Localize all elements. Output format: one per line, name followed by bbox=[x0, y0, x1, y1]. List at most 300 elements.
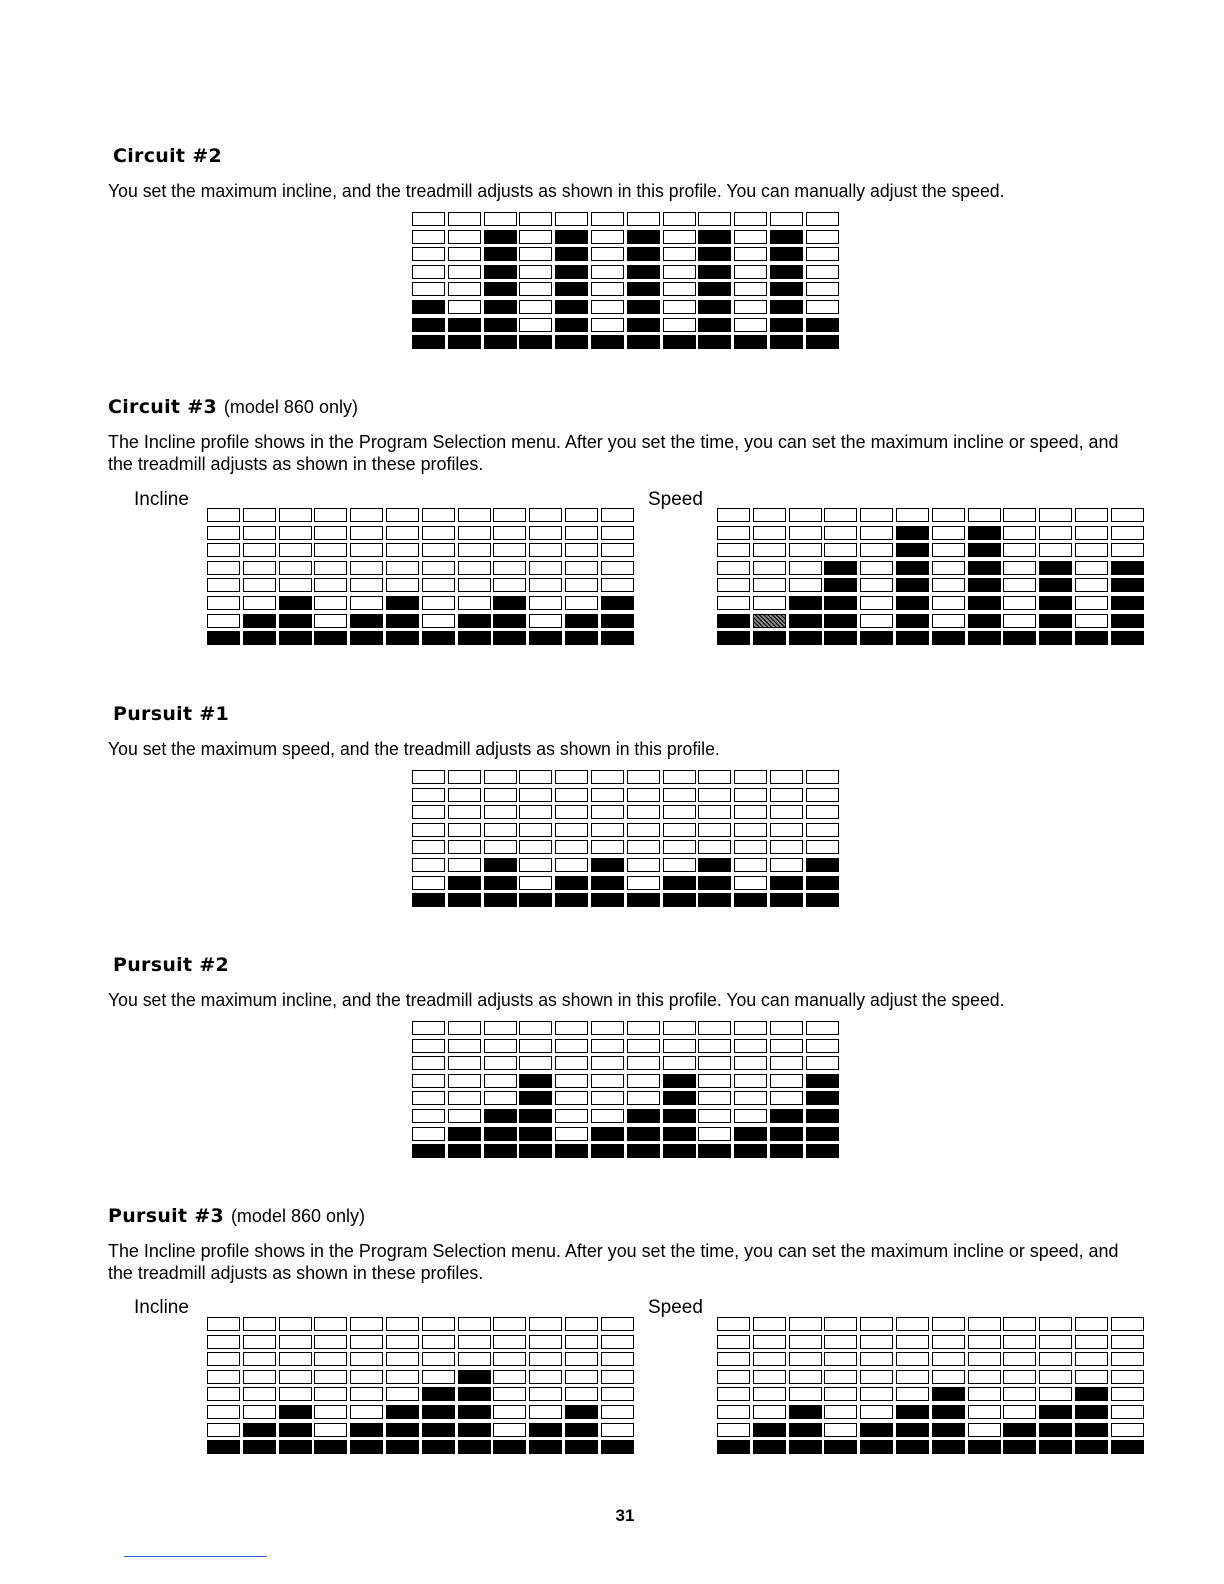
profile-segment bbox=[529, 631, 562, 645]
profile-segment bbox=[555, 1144, 588, 1158]
profile-segment bbox=[824, 543, 857, 557]
profile-segment bbox=[279, 561, 312, 575]
profile-segment bbox=[484, 858, 517, 872]
profile-segment bbox=[860, 526, 893, 540]
profile-segment bbox=[207, 1317, 240, 1331]
profile-segment bbox=[806, 1127, 839, 1141]
profile-segment bbox=[698, 1039, 731, 1053]
pursuit2-title: Pursuit #2 bbox=[113, 954, 230, 976]
profile-segment bbox=[529, 1405, 562, 1419]
profile-segment bbox=[591, 893, 624, 907]
profile-segment bbox=[412, 318, 445, 332]
profile-segment bbox=[968, 1387, 1001, 1401]
profile-segment bbox=[770, 1127, 803, 1141]
profile-segment bbox=[717, 1423, 750, 1437]
profile-segment bbox=[1111, 526, 1144, 540]
profile-segment bbox=[734, 1039, 767, 1053]
profile-segment bbox=[422, 508, 455, 522]
profile-segment bbox=[806, 282, 839, 296]
pursuit3-text: The Incline profile shows in the Program Selection menu. After you set the time, you can set the maximum incline or speed, and the treadmill adjusts as shown in these profiles. bbox=[108, 1241, 1119, 1283]
profile-segment bbox=[860, 596, 893, 610]
profile-segment bbox=[591, 788, 624, 802]
profile-segment bbox=[555, 840, 588, 854]
profile-segment bbox=[350, 1352, 383, 1366]
profile-segment bbox=[824, 1335, 857, 1349]
profile-segment bbox=[1075, 596, 1108, 610]
profile-segment bbox=[770, 805, 803, 819]
profile-segment bbox=[601, 578, 634, 592]
profile-segment bbox=[555, 770, 588, 784]
profile-segment bbox=[770, 230, 803, 244]
profile-segment bbox=[753, 1405, 786, 1419]
profile-segment bbox=[555, 1056, 588, 1070]
profile-segment bbox=[314, 526, 347, 540]
profile-segment bbox=[207, 614, 240, 628]
profile-segment bbox=[591, 1127, 624, 1141]
profile-segment bbox=[484, 1021, 517, 1035]
profile-segment bbox=[529, 1440, 562, 1454]
profile-segment bbox=[279, 1317, 312, 1331]
profile-segment bbox=[663, 247, 696, 261]
profile-segment bbox=[968, 561, 1001, 575]
profile-segment bbox=[1003, 596, 1036, 610]
profile-segment bbox=[519, 1039, 552, 1053]
profile-segment bbox=[1075, 526, 1108, 540]
profile-segment bbox=[412, 212, 445, 226]
profile-segment bbox=[896, 1335, 929, 1349]
profile-segment bbox=[770, 265, 803, 279]
profile-segment bbox=[698, 1109, 731, 1123]
profile-segment bbox=[717, 1335, 750, 1349]
profile-segment bbox=[601, 508, 634, 522]
profile-segment bbox=[555, 1021, 588, 1035]
profile-segment bbox=[627, 858, 660, 872]
profile-segment bbox=[1003, 561, 1036, 575]
profile-segment bbox=[314, 1335, 347, 1349]
profile-segment bbox=[1111, 614, 1144, 628]
profile-segment bbox=[529, 1387, 562, 1401]
profile-segment bbox=[458, 578, 491, 592]
profile-segment bbox=[601, 543, 634, 557]
profile-segment bbox=[806, 300, 839, 314]
profile-segment bbox=[1039, 561, 1072, 575]
profile-segment bbox=[448, 893, 481, 907]
profile-segment bbox=[1075, 1317, 1108, 1331]
profile-segment bbox=[243, 1370, 276, 1384]
profile-segment bbox=[968, 1405, 1001, 1419]
profile-segment bbox=[860, 631, 893, 645]
circuit3-incline-label: Incline bbox=[134, 489, 189, 510]
profile-segment bbox=[243, 578, 276, 592]
profile-segment bbox=[806, 770, 839, 784]
profile-segment bbox=[279, 1370, 312, 1384]
profile-segment bbox=[1003, 1352, 1036, 1366]
profile-segment bbox=[279, 1423, 312, 1437]
profile-segment bbox=[448, 1056, 481, 1070]
profile-segment bbox=[207, 508, 240, 522]
profile-segment bbox=[896, 543, 929, 557]
profile-segment bbox=[734, 1144, 767, 1158]
profile-segment bbox=[519, 805, 552, 819]
profile-segment bbox=[448, 840, 481, 854]
profile-segment bbox=[458, 1405, 491, 1419]
profile-segment bbox=[591, 230, 624, 244]
profile-segment bbox=[279, 1440, 312, 1454]
profile-segment bbox=[350, 526, 383, 540]
profile-segment bbox=[448, 212, 481, 226]
profile-segment bbox=[422, 1387, 455, 1401]
profile-segment bbox=[386, 561, 419, 575]
profile-segment bbox=[314, 1370, 347, 1384]
profile-segment bbox=[529, 508, 562, 522]
profile-segment bbox=[493, 1405, 526, 1419]
profile-segment bbox=[519, 1021, 552, 1035]
profile-segment bbox=[279, 526, 312, 540]
profile-segment bbox=[1111, 1405, 1144, 1419]
profile-segment bbox=[519, 1091, 552, 1105]
pursuit3-note: (model 860 only) bbox=[230, 1206, 366, 1226]
profile-segment bbox=[565, 543, 598, 557]
profile-segment bbox=[824, 1405, 857, 1419]
profile-segment bbox=[591, 1039, 624, 1053]
profile-segment bbox=[663, 1021, 696, 1035]
profile-segment bbox=[484, 335, 517, 349]
profile-segment bbox=[350, 1370, 383, 1384]
profile-segment bbox=[734, 893, 767, 907]
profile-segment bbox=[484, 840, 517, 854]
profile-segment bbox=[806, 1056, 839, 1070]
profile-segment bbox=[591, 318, 624, 332]
profile-segment bbox=[591, 335, 624, 349]
profile-segment bbox=[350, 1335, 383, 1349]
profile-segment bbox=[627, 1021, 660, 1035]
profile-segment bbox=[806, 1021, 839, 1035]
profile-segment bbox=[412, 300, 445, 314]
profile-segment bbox=[932, 1352, 965, 1366]
profile-segment bbox=[412, 770, 445, 784]
profile-segment bbox=[1111, 1423, 1144, 1437]
profile-segment bbox=[806, 265, 839, 279]
profile-segment bbox=[279, 1405, 312, 1419]
profile-segment bbox=[1039, 596, 1072, 610]
profile-segment bbox=[448, 300, 481, 314]
profile-segment bbox=[555, 788, 588, 802]
profile-segment bbox=[1003, 543, 1036, 557]
profile-segment bbox=[519, 1056, 552, 1070]
profile-segment bbox=[1039, 1440, 1072, 1454]
profile-segment bbox=[1003, 1370, 1036, 1384]
profile-segment bbox=[968, 1335, 1001, 1349]
profile-segment bbox=[314, 543, 347, 557]
profile-segment bbox=[386, 508, 419, 522]
profile-segment bbox=[824, 508, 857, 522]
profile-segment bbox=[529, 561, 562, 575]
profile-segment bbox=[207, 631, 240, 645]
profile-segment bbox=[314, 1405, 347, 1419]
profile-segment bbox=[753, 578, 786, 592]
profile-segment bbox=[698, 1021, 731, 1035]
profile-segment bbox=[627, 1056, 660, 1070]
profile-segment bbox=[860, 1387, 893, 1401]
profile-segment bbox=[350, 1423, 383, 1437]
profile-segment bbox=[555, 247, 588, 261]
profile-segment bbox=[663, 1091, 696, 1105]
profile-segment bbox=[458, 596, 491, 610]
profile-segment bbox=[591, 876, 624, 890]
circuit2-profile-grid bbox=[412, 212, 838, 349]
profile-segment bbox=[932, 596, 965, 610]
profile-segment bbox=[565, 1387, 598, 1401]
profile-segment bbox=[493, 1317, 526, 1331]
profile-segment bbox=[484, 823, 517, 837]
profile-segment bbox=[896, 1405, 929, 1419]
profile-segment bbox=[860, 578, 893, 592]
profile-segment bbox=[519, 318, 552, 332]
profile-segment bbox=[968, 1440, 1001, 1454]
profile-segment bbox=[824, 1370, 857, 1384]
profile-segment bbox=[412, 247, 445, 261]
profile-segment bbox=[717, 596, 750, 610]
profile-segment bbox=[243, 561, 276, 575]
profile-segment bbox=[422, 1405, 455, 1419]
profile-segment bbox=[422, 1370, 455, 1384]
profile-segment bbox=[896, 1440, 929, 1454]
profile-segment bbox=[458, 561, 491, 575]
profile-segment bbox=[1003, 578, 1036, 592]
profile-segment bbox=[1075, 614, 1108, 628]
profile-segment bbox=[968, 578, 1001, 592]
profile-segment bbox=[860, 1405, 893, 1419]
profile-segment bbox=[753, 596, 786, 610]
profile-segment bbox=[896, 1423, 929, 1437]
profile-segment bbox=[422, 1423, 455, 1437]
profile-segment bbox=[207, 526, 240, 540]
profile-segment bbox=[314, 1352, 347, 1366]
profile-segment bbox=[1075, 1405, 1108, 1419]
profile-segment bbox=[968, 1423, 1001, 1437]
profile-segment bbox=[663, 212, 696, 226]
profile-segment bbox=[698, 212, 731, 226]
profile-segment bbox=[789, 1387, 822, 1401]
profile-segment bbox=[386, 1405, 419, 1419]
pursuit3-incline-label: Incline bbox=[134, 1297, 189, 1318]
profile-segment bbox=[698, 840, 731, 854]
profile-segment bbox=[698, 805, 731, 819]
profile-segment bbox=[519, 282, 552, 296]
profile-segment bbox=[207, 1335, 240, 1349]
profile-segment bbox=[422, 596, 455, 610]
profile-segment bbox=[458, 1317, 491, 1331]
profile-segment bbox=[565, 596, 598, 610]
profile-segment bbox=[412, 858, 445, 872]
profile-segment bbox=[601, 1405, 634, 1419]
profile-segment bbox=[448, 1091, 481, 1105]
profile-segment bbox=[493, 561, 526, 575]
profile-segment bbox=[806, 318, 839, 332]
profile-segment bbox=[770, 788, 803, 802]
profile-segment bbox=[627, 876, 660, 890]
profile-segment bbox=[448, 788, 481, 802]
profile-segment bbox=[484, 247, 517, 261]
profile-segment bbox=[789, 1317, 822, 1331]
profile-segment bbox=[243, 1317, 276, 1331]
profile-segment bbox=[806, 1074, 839, 1088]
profile-segment bbox=[932, 1317, 965, 1331]
profile-segment bbox=[1075, 1352, 1108, 1366]
profile-segment bbox=[806, 788, 839, 802]
profile-segment bbox=[663, 823, 696, 837]
profile-segment bbox=[1003, 631, 1036, 645]
profile-segment bbox=[698, 876, 731, 890]
profile-segment bbox=[753, 1352, 786, 1366]
profile-segment bbox=[484, 805, 517, 819]
profile-segment bbox=[627, 282, 660, 296]
profile-segment bbox=[529, 1335, 562, 1349]
profile-segment bbox=[627, 893, 660, 907]
profile-segment bbox=[717, 1317, 750, 1331]
profile-segment bbox=[493, 578, 526, 592]
profile-segment bbox=[932, 1423, 965, 1437]
profile-segment bbox=[529, 578, 562, 592]
profile-segment bbox=[519, 265, 552, 279]
profile-segment bbox=[350, 1387, 383, 1401]
profile-segment bbox=[493, 508, 526, 522]
profile-segment bbox=[717, 1440, 750, 1454]
profile-segment bbox=[1039, 543, 1072, 557]
profile-segment bbox=[386, 1423, 419, 1437]
profile-segment bbox=[824, 596, 857, 610]
profile-segment bbox=[824, 578, 857, 592]
profile-segment bbox=[519, 247, 552, 261]
profile-segment bbox=[789, 596, 822, 610]
profile-segment bbox=[1075, 1423, 1108, 1437]
profile-segment bbox=[698, 1074, 731, 1088]
profile-segment bbox=[717, 1352, 750, 1366]
profile-segment bbox=[484, 770, 517, 784]
profile-segment bbox=[698, 858, 731, 872]
profile-segment bbox=[932, 526, 965, 540]
profile-segment bbox=[896, 631, 929, 645]
profile-segment bbox=[484, 1091, 517, 1105]
profile-segment bbox=[734, 1109, 767, 1123]
profile-segment bbox=[627, 212, 660, 226]
profile-segment bbox=[412, 1021, 445, 1035]
profile-segment bbox=[717, 614, 750, 628]
profile-segment bbox=[412, 230, 445, 244]
profile-segment bbox=[663, 805, 696, 819]
profile-segment bbox=[386, 1440, 419, 1454]
profile-segment bbox=[860, 1317, 893, 1331]
profile-segment bbox=[565, 1405, 598, 1419]
pursuit1-title: Pursuit #1 bbox=[113, 703, 230, 725]
profile-segment bbox=[734, 876, 767, 890]
profile-segment bbox=[806, 230, 839, 244]
profile-segment bbox=[824, 1352, 857, 1366]
profile-segment bbox=[896, 1317, 929, 1331]
profile-segment bbox=[1003, 1440, 1036, 1454]
circuit3-text: The Incline profile shows in the Program Selection menu. After you set the time, you can set the maximum incline or speed, and the treadmill adjusts as shown in these profiles. bbox=[108, 432, 1119, 474]
profile-segment bbox=[207, 1405, 240, 1419]
profile-segment bbox=[932, 614, 965, 628]
profile-segment bbox=[753, 1370, 786, 1384]
profile-segment bbox=[770, 1109, 803, 1123]
profile-segment bbox=[529, 1423, 562, 1437]
profile-segment bbox=[591, 247, 624, 261]
profile-segment bbox=[350, 614, 383, 628]
profile-segment bbox=[519, 1109, 552, 1123]
pursuit3-speed-label: Speed bbox=[648, 1297, 703, 1318]
profile-segment bbox=[1111, 631, 1144, 645]
profile-segment bbox=[243, 1335, 276, 1349]
profile-segment bbox=[412, 805, 445, 819]
profile-segment bbox=[555, 805, 588, 819]
profile-segment bbox=[565, 1423, 598, 1437]
profile-segment bbox=[663, 265, 696, 279]
profile-segment bbox=[806, 1039, 839, 1053]
circuit2-title: Circuit #2 bbox=[113, 145, 222, 167]
profile-segment bbox=[519, 230, 552, 244]
pursuit1-text: You set the maximum speed, and the treadmill adjusts as shown in this profile. bbox=[108, 739, 720, 759]
profile-segment bbox=[789, 614, 822, 628]
profile-segment bbox=[243, 631, 276, 645]
pursuit3-title: Pursuit #3 (model 860 only) bbox=[108, 1205, 366, 1227]
circuit3-note: (model 860 only) bbox=[223, 397, 358, 417]
profile-segment bbox=[627, 247, 660, 261]
profile-segment bbox=[1075, 1370, 1108, 1384]
profile-segment bbox=[1003, 614, 1036, 628]
profile-segment bbox=[386, 1387, 419, 1401]
profile-segment bbox=[519, 823, 552, 837]
profile-segment bbox=[1075, 561, 1108, 575]
profile-segment bbox=[529, 1370, 562, 1384]
profile-segment bbox=[458, 1352, 491, 1366]
profile-segment bbox=[860, 1423, 893, 1437]
profile-segment bbox=[770, 247, 803, 261]
profile-segment bbox=[412, 1056, 445, 1070]
profile-segment bbox=[314, 508, 347, 522]
profile-segment bbox=[279, 631, 312, 645]
profile-segment bbox=[519, 335, 552, 349]
profile-segment bbox=[1003, 1405, 1036, 1419]
profile-segment bbox=[412, 282, 445, 296]
profile-segment bbox=[448, 282, 481, 296]
profile-segment bbox=[1075, 1387, 1108, 1401]
profile-segment bbox=[350, 596, 383, 610]
profile-segment bbox=[484, 1039, 517, 1053]
profile-segment bbox=[770, 893, 803, 907]
profile-segment bbox=[448, 876, 481, 890]
profile-segment bbox=[448, 1039, 481, 1053]
profile-segment bbox=[860, 1352, 893, 1366]
profile-segment bbox=[565, 1352, 598, 1366]
profile-segment bbox=[493, 1440, 526, 1454]
profile-segment bbox=[698, 1127, 731, 1141]
profile-segment bbox=[1075, 1335, 1108, 1349]
profile-segment bbox=[734, 770, 767, 784]
profile-segment bbox=[1111, 543, 1144, 557]
profile-segment bbox=[601, 1423, 634, 1437]
profile-segment bbox=[753, 631, 786, 645]
profile-segment bbox=[1039, 614, 1072, 628]
profile-segment bbox=[1039, 1370, 1072, 1384]
profile-segment bbox=[770, 1144, 803, 1158]
profile-segment bbox=[422, 578, 455, 592]
profile-segment bbox=[350, 1405, 383, 1419]
profile-segment bbox=[824, 526, 857, 540]
profile-segment bbox=[717, 1370, 750, 1384]
profile-segment bbox=[896, 1352, 929, 1366]
profile-segment bbox=[458, 1335, 491, 1349]
